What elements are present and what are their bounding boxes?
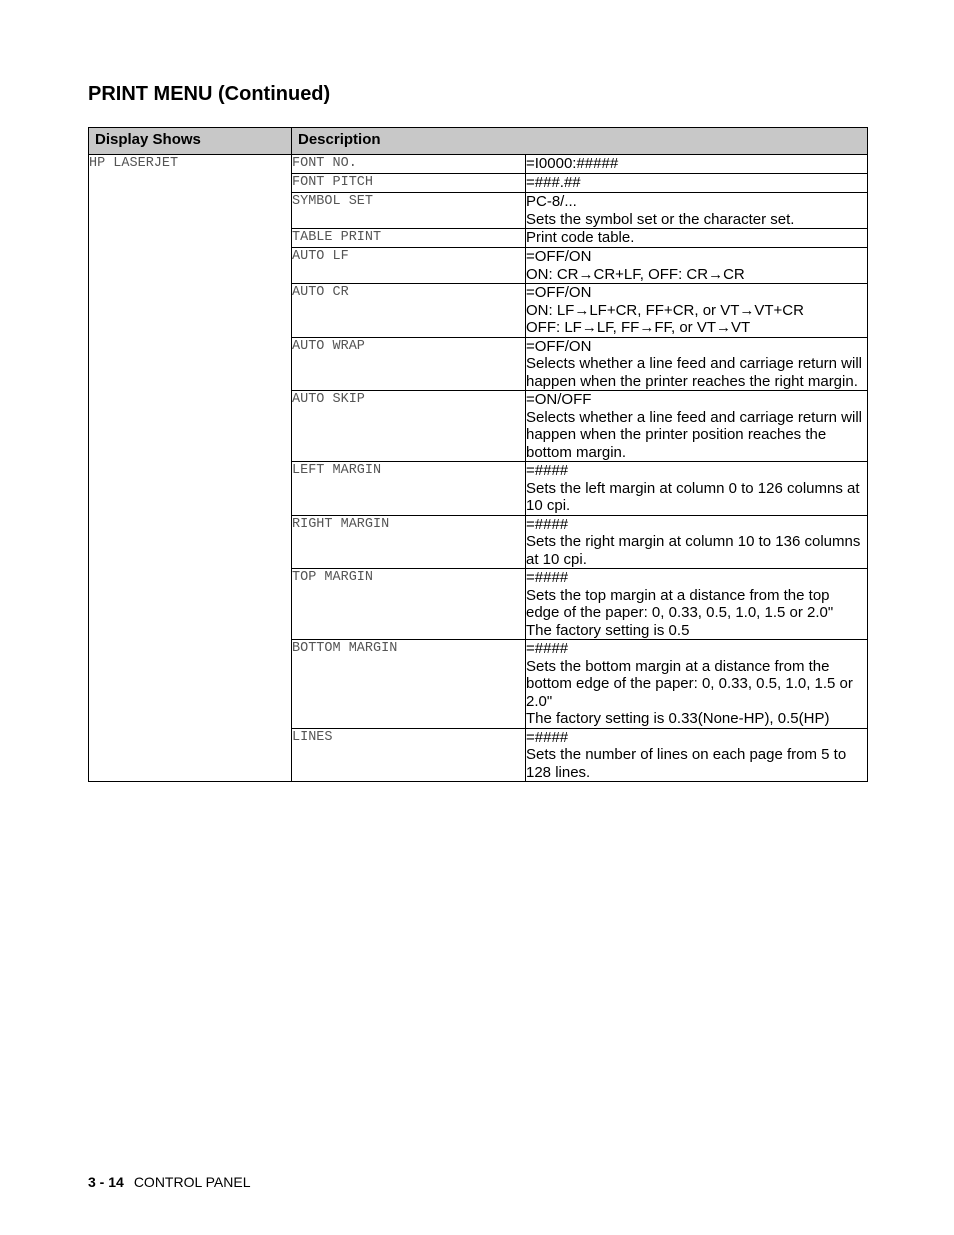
setting-description bbox=[526, 248, 868, 284]
setting-name: AUTO CR bbox=[292, 284, 526, 338]
print-menu-table bbox=[88, 127, 868, 782]
page-number: 3 - 14 bbox=[88, 1174, 124, 1190]
table-body bbox=[89, 155, 868, 782]
setting-detail: ON: LF→LF+CR, FF+CR, or VT→VT+CR OFF: LF→LF, FF→FF, or VT→VT bbox=[526, 301, 804, 336]
setting-description bbox=[526, 174, 868, 193]
column-header-display-shows: Display Shows bbox=[89, 128, 292, 155]
setting-value: =###.## bbox=[526, 174, 581, 191]
setting-name: FONT PITCH bbox=[292, 174, 526, 193]
setting-description bbox=[526, 193, 868, 229]
setting-name: BOTTOM MARGIN bbox=[292, 640, 526, 729]
setting-detail: Sets the right margin at column 10 to 136 columns at 10 cpi. bbox=[526, 533, 861, 568]
setting-description bbox=[526, 229, 868, 248]
setting-value: =#### bbox=[526, 640, 569, 657]
setting-detail: Selects whether a line feed and carriage return will happen when the printer position reaches the bottom margin. bbox=[526, 408, 863, 461]
setting-detail: Selects whether a line feed and carriage return will happen when the printer reaches the right margin. bbox=[526, 355, 863, 390]
setting-value: =#### bbox=[526, 569, 569, 586]
setting-name: RIGHT MARGIN bbox=[292, 515, 526, 569]
setting-description bbox=[526, 515, 868, 569]
setting-description bbox=[526, 337, 868, 391]
setting-name: FONT NO. bbox=[292, 155, 526, 174]
setting-detail: ON: CR→CR+LF, OFF: CR→CR bbox=[526, 265, 745, 283]
setting-value: =OFF/ON bbox=[526, 284, 592, 301]
setting-detail: Sets the bottom margin at a distance from the bottom edge of the paper: 0, 0.33, 0.5, 1.0, 1.5 or 2.0" The factory setting is 0.33(None-HP), 0.5(HP) bbox=[526, 657, 853, 727]
column-header-description: Description bbox=[292, 128, 868, 155]
setting-description bbox=[526, 728, 868, 782]
setting-value: =#### bbox=[526, 462, 569, 479]
setting-name: SYMBOL SET bbox=[292, 193, 526, 229]
setting-detail: Sets the top margin at a distance from the top edge of the paper: 0, 0.33, 0.5, 1.0, 1.5 or 2.0" The factory setting is 0.5 bbox=[526, 586, 834, 639]
section-name: CONTROL PANEL bbox=[133, 1174, 251, 1190]
setting-value: PC-8/... bbox=[526, 193, 577, 210]
setting-value: =ON/OFF bbox=[526, 391, 592, 408]
setting-value: =#### bbox=[526, 515, 569, 533]
setting-description bbox=[526, 391, 868, 462]
setting-name: LEFT MARGIN bbox=[292, 462, 526, 516]
setting-description bbox=[526, 569, 868, 640]
setting-name: TABLE PRINT bbox=[292, 229, 526, 248]
setting-description bbox=[526, 155, 868, 174]
setting-value: Print code table. bbox=[526, 229, 635, 246]
table-header-row bbox=[89, 128, 868, 155]
setting-detail: Sets the symbol set or the character set. bbox=[526, 210, 795, 228]
setting-name: AUTO LF bbox=[292, 248, 526, 284]
page-footer bbox=[88, 1173, 251, 1191]
setting-value: =OFF/ON bbox=[526, 248, 592, 265]
setting-detail: Sets the left margin at column 0 to 126 columns at 10 cpi. bbox=[526, 479, 860, 514]
setting-value: =I0000:##### bbox=[526, 155, 619, 172]
setting-value: =#### bbox=[526, 728, 569, 746]
setting-description bbox=[526, 284, 868, 338]
setting-name: AUTO SKIP bbox=[292, 391, 526, 462]
display-group-label: HP LASERJET bbox=[89, 155, 292, 782]
setting-value: =OFF/ON bbox=[526, 337, 592, 355]
setting-name: TOP MARGIN bbox=[292, 569, 526, 640]
setting-detail: Sets the number of lines on each page from 5 to 128 lines. bbox=[526, 746, 847, 781]
setting-description bbox=[526, 462, 868, 516]
setting-name: LINES bbox=[292, 728, 526, 782]
page-title: PRINT MENU (Continued) bbox=[88, 83, 331, 105]
setting-name: AUTO WRAP bbox=[292, 337, 526, 391]
table-row bbox=[89, 155, 868, 174]
setting-description bbox=[526, 640, 868, 729]
